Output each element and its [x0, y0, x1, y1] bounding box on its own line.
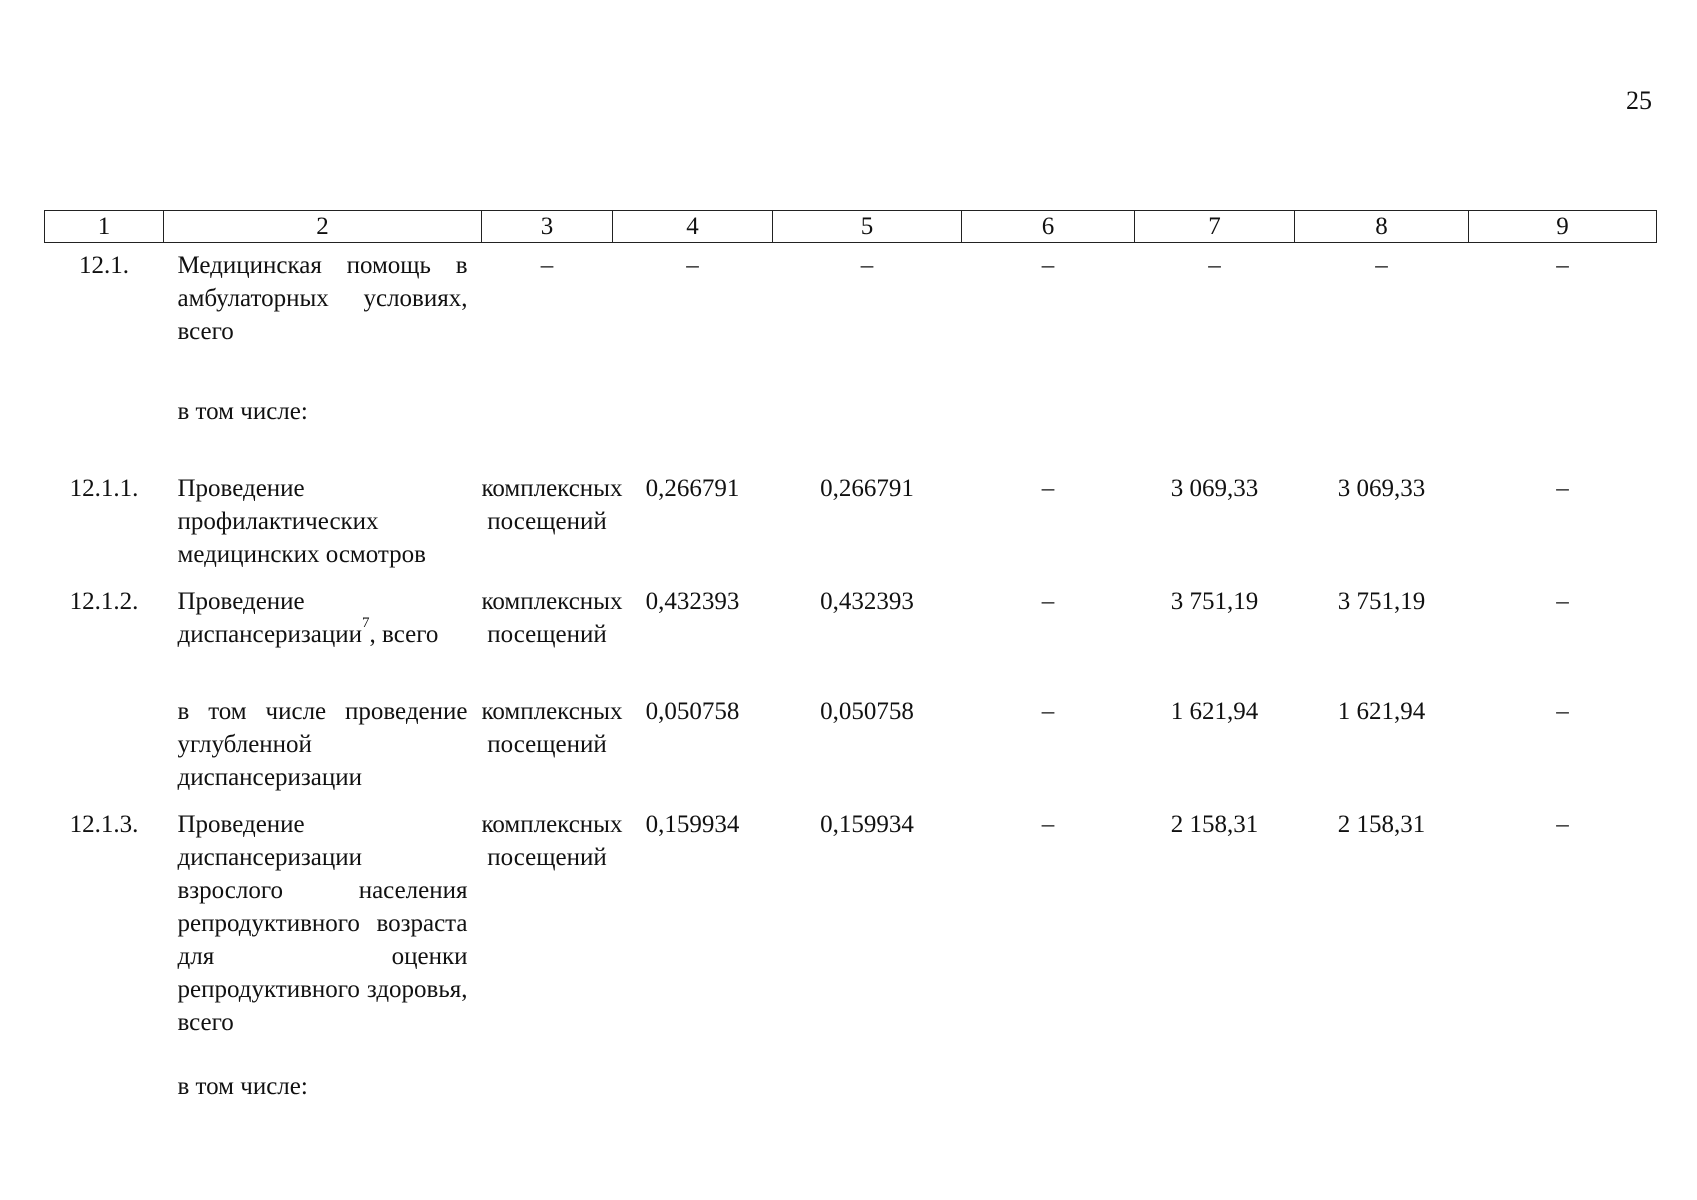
row-value: –	[1208, 252, 1221, 279]
row-value: 2 158,31	[1337, 811, 1426, 838]
footnote-marker: 7	[362, 615, 370, 631]
row-name-cell	[164, 243, 482, 429]
row-value: 0,159934	[645, 811, 740, 838]
row-value: –	[686, 252, 699, 279]
row-value: 3 069,33	[1337, 475, 1426, 502]
row-value: 0,266791	[645, 475, 740, 502]
column-header: 5	[773, 211, 962, 243]
row-value: –	[1556, 252, 1569, 279]
row-value: –	[1556, 698, 1569, 725]
row-value: 0,050758	[820, 698, 914, 725]
row-unit: комплексных посещений	[481, 811, 623, 871]
row-value: –	[1556, 811, 1569, 838]
row-value: –	[860, 252, 874, 279]
row-value: 2 158,31	[1170, 811, 1259, 838]
row-name: Проведение диспансеризации взрослого населения репродуктивного возраста для оценки репродуктивного здоровья, всего	[177, 811, 468, 1036]
table-row	[45, 794, 1657, 1103]
row-value: 3 751,19	[1337, 588, 1426, 615]
table-row	[45, 571, 1657, 651]
row-value: –	[1041, 475, 1055, 502]
row-value: –	[1556, 588, 1569, 615]
data-table	[44, 210, 1657, 1103]
row-name: в том числе проведение углубленной диспансеризации	[177, 698, 468, 791]
row-value: –	[1041, 252, 1055, 279]
column-header: 3	[482, 211, 613, 243]
column-number-row	[45, 211, 1657, 243]
row-name-text: Проведение диспансеризации	[177, 588, 363, 648]
row-value: 0,266791	[820, 475, 914, 502]
row-value: 0,432393	[645, 588, 740, 615]
row-value: –	[1041, 588, 1055, 615]
page-number: 25	[1626, 86, 1652, 115]
row-number: 12.1.1.	[69, 475, 139, 502]
row-value: 1 621,94	[1337, 698, 1426, 725]
row-name: Проведение профилактических медицинских осмотров	[177, 475, 426, 568]
row-value: –	[1556, 475, 1569, 502]
table-row	[45, 243, 1657, 429]
row-unit: комплексных посещений	[481, 588, 623, 648]
row-name: Медицинская помощь в амбулаторных условиях, всего	[177, 252, 468, 345]
row-number: 12.1.	[79, 252, 129, 279]
row-value: 3 069,33	[1170, 475, 1259, 502]
column-header: 2	[164, 211, 482, 243]
table-row	[45, 428, 1657, 571]
row-subnote: в том числе:	[177, 1073, 308, 1100]
row-name-text: , всего	[369, 621, 439, 648]
column-header: 8	[1295, 211, 1469, 243]
row-value: 0,159934	[820, 811, 914, 838]
row-value: 0,432393	[820, 588, 914, 615]
row-value: –	[1041, 698, 1055, 725]
row-unit: комплексных посещений	[481, 698, 623, 758]
row-subnote: в том числе:	[177, 398, 308, 425]
row-value: 1 621,94	[1170, 698, 1259, 725]
row-unit: –	[540, 252, 554, 279]
row-number	[45, 651, 164, 794]
row-name-cell	[164, 794, 482, 1103]
row-value: 0,050758	[645, 698, 740, 725]
column-header: 7	[1135, 211, 1295, 243]
row-number: 12.1.3.	[69, 811, 139, 838]
column-header: 1	[45, 211, 164, 243]
table-row	[45, 651, 1657, 794]
column-header: 9	[1469, 211, 1657, 243]
row-number: 12.1.2.	[69, 588, 139, 615]
row-value: –	[1375, 252, 1388, 279]
row-value: –	[1041, 811, 1055, 838]
row-value: 3 751,19	[1170, 588, 1259, 615]
row-unit: комплексных посещений	[481, 475, 623, 535]
row-name	[164, 571, 482, 651]
column-header: 6	[962, 211, 1135, 243]
column-header: 4	[613, 211, 773, 243]
